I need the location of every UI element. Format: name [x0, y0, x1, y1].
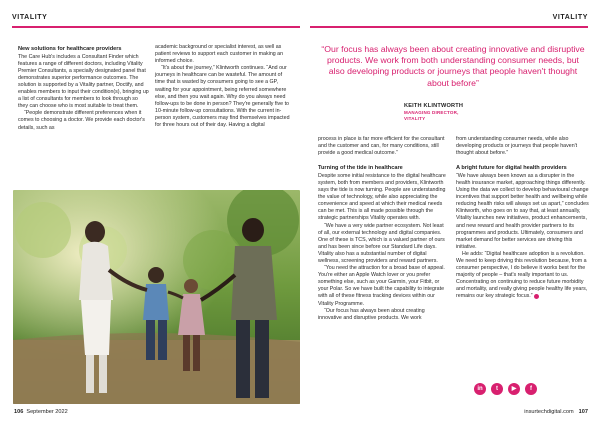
- page-number: 106: [14, 409, 24, 415]
- youtube-icon[interactable]: ▶: [508, 383, 520, 395]
- quote-role-line: VITALITY: [404, 115, 426, 121]
- article-column-2: [155, 44, 291, 129]
- paragraph: from understanding consumer needs, while also developing products or journeys that people haven't thought about before.”: [456, 136, 578, 157]
- family-walking-photo: [13, 190, 300, 404]
- paragraph: “We have a very wide partner ecosystem. Not least of all, our external technology and digital companies. One of these is TCS, which is a valued partner of ours and has been since before our Standard Life days. Vitality also has a substantial number of digital wellness, screening providers and reward partners.: [318, 222, 445, 264]
- section-tag-right: VITALITY: [552, 14, 588, 21]
- pull-quote: “Our focus has always been about creating innovative and disruptive products. We work from both understanding consumer needs, but also developing products or journeys that people haven't thought about before”: [321, 44, 585, 88]
- header-rule-left: [12, 26, 300, 28]
- header-rule-right: [310, 26, 588, 28]
- section-heading: Turning of the tide in healthcare: [318, 165, 403, 172]
- paragraph: process in place is far more efficient for the consultant and the customer and can, for many conditions, still provide a good medical outcome.”: [318, 136, 445, 157]
- page-number: 107: [578, 409, 588, 415]
- paragraph: “You need the attraction for a broad base of appeal. You're either an Apple Watch lover or you prefer something else, such as your Garmin, your Fitbit, or your Polar. So we have built the capability to integrate with all of these fitness tracking devices within our Vitality Programme.: [318, 265, 445, 307]
- paragraph: “It's about the journey,” Klintworth continues. “And our journeys in healthcare can be wasteful. The amount of time that is wasted by consumers going to see a GP, waiting for your appointment, being referred somewhere else, and then you wait again. Why do you always need follow-ups to be done in person? They're generally five to 10-minute follow-up consultations. With the current in-person system, customers may find themselves impacted for three hours out of their day. Having a digital: [155, 65, 290, 129]
- folio-right: [524, 409, 588, 415]
- section-heading: A bright future for digital health providers: [456, 165, 567, 172]
- article-column-3: [318, 136, 449, 322]
- paragraph-text: He adds: “Digital healthcare adoption is a revolution. We need to keep driving this revolution because, from a consumer perspective, I do believe it works best for the majority of people – that's really important to us. Concentrating on continuing to reduce future morbidity and mortality, and really giving people healthy life years, remains our key strategic focus.”: [456, 250, 588, 300]
- section-tag-left: VITALITY: [12, 14, 48, 21]
- paragraph: [456, 251, 590, 301]
- article-column-4: [456, 136, 590, 301]
- quote-attribution-role: [404, 110, 459, 121]
- paragraph: academic background or specialist interest, as well as patient reviews to support each customer in making an informed choice.: [155, 44, 284, 65]
- section-heading: New solutions for healthcare providers: [18, 46, 122, 52]
- end-mark-icon: [534, 294, 539, 299]
- social-icons: [474, 383, 537, 395]
- paragraph: Despite some initial resistance to the digital healthcare system, both from members and providers, Klintworth says the tide is now turning. People are understanding the value of technology, while also appreciating the convenience and speed at which their medical needs can be met. This is all made possible through the strategic partnerships Vitality operates with.: [318, 172, 446, 222]
- facebook-icon[interactable]: f: [525, 383, 537, 395]
- linkedin-icon[interactable]: in: [474, 383, 486, 395]
- paragraph: “People demonstrate different preferences when it comes to choosing a doctor. We provide each doctor's details, such as: [18, 110, 145, 131]
- website-url[interactable]: insurtechdigital.com: [524, 409, 574, 415]
- twitter-icon[interactable]: t: [491, 383, 503, 395]
- paragraph: “Our focus has always been about creating innovative and disruptive products. We work: [318, 307, 425, 321]
- quote-role-line: MANAGING DIRECTOR,: [404, 110, 459, 115]
- paragraph: The Care Hub's includes a Consultant Finder which features a range of different doctors, including Vitality Premier Consultants, a specially designated panel that demonstrates superior performance outcomes. The solution is supported by a Vitality partner, Doctify, and enables members to input their condition(s), bringing up a list of consultants for members to look through so they can choose who is most suitable to treat them.: [18, 53, 149, 110]
- article-column-1: [18, 44, 149, 132]
- paragraph: “We have always been known as a disrupter in the health insurance market, approaching things differently. Using the data we collect to develop behavioural change incentives that support better health and wellbeing while reducing health risks will always set us apart,” concludes Klintworth, who goes on to say that, at least annually, Vitality launches new initiatives, product enhancements, and new reward and health provider partners to its programmes and products. Ultimately, consumers and market demand for better services are driving this initiative.: [456, 172, 589, 250]
- issue-date: September 2022: [26, 409, 68, 415]
- folio-left: [14, 409, 68, 415]
- quote-attribution-name: KEITH KLINTWORTH: [404, 103, 464, 109]
